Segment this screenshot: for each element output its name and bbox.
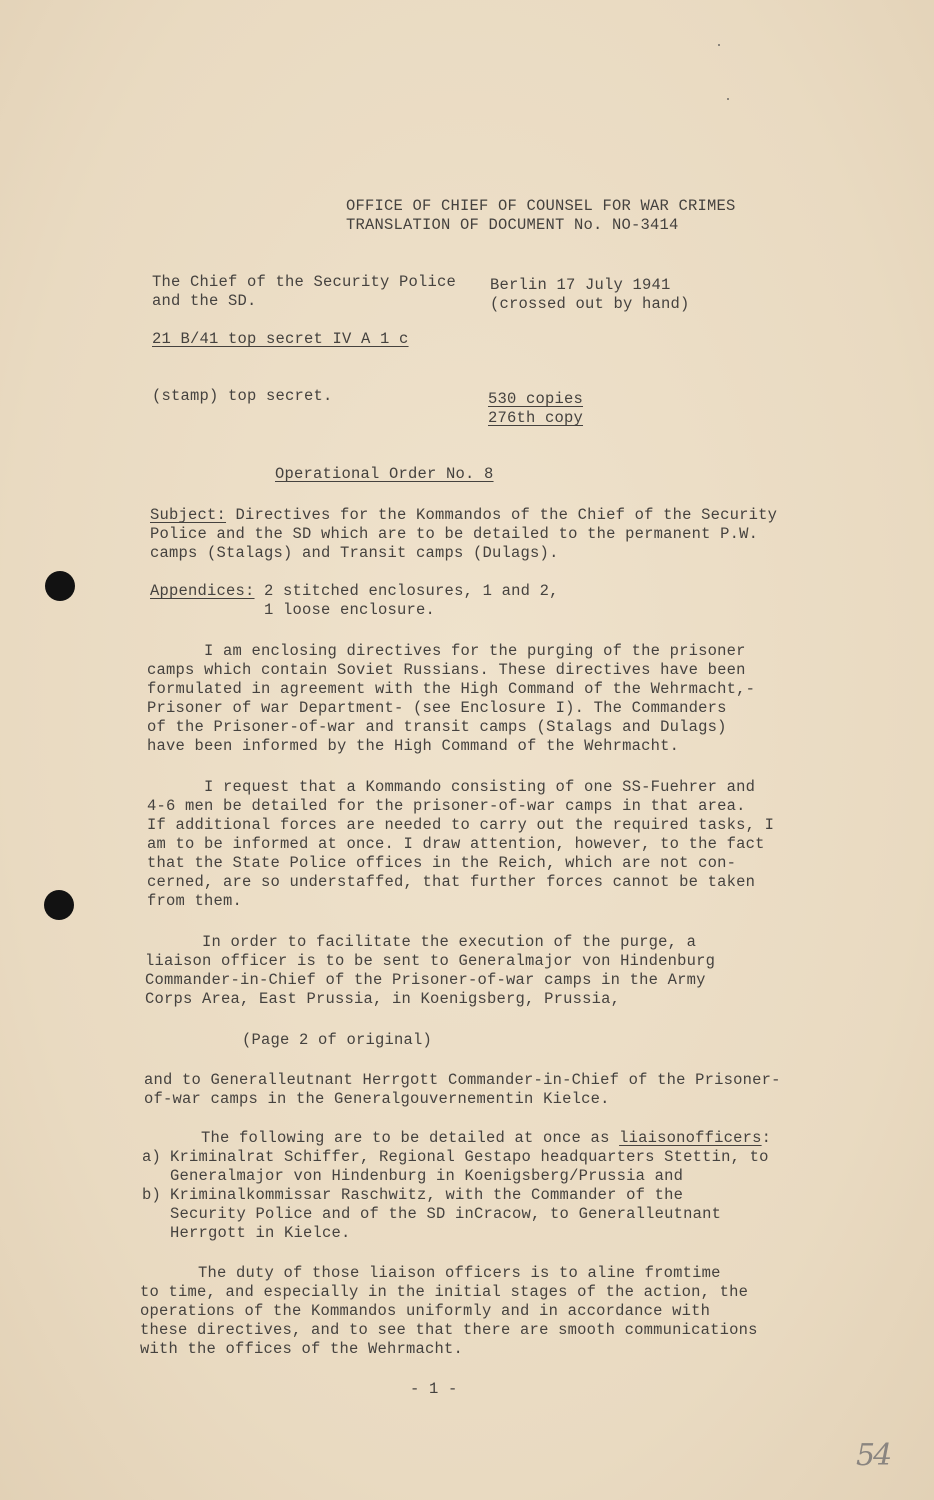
liaison-a-line-2: Generalmajor von Hindenburg in Koenigsberg/Prussia and — [170, 1167, 684, 1185]
para4-line: of-war camps in the Generalgouvernementin Kielce. — [144, 1090, 610, 1108]
para6-line: The duty of those liaison officers is to aline fromtime — [198, 1264, 721, 1282]
reference-number: 21 B/41 top secret IV A 1 c — [152, 330, 409, 348]
para6-line: operations of the Kommandos uniformly and in accordance with — [140, 1302, 711, 1320]
subject-label: Subject: — [150, 506, 227, 524]
copies-total: 530 copies — [488, 390, 584, 408]
liaison-b-label: b) — [142, 1186, 162, 1204]
para1-line: I am enclosing directives for the purging of the prisoner — [204, 642, 746, 660]
sender-line-2: and the SD. — [152, 292, 257, 310]
para6-line: to time, and especially in the initial stages of the action, the — [140, 1283, 749, 1301]
appendices-label: Appendices: — [150, 582, 255, 600]
para1-line: of the Prisoner-of-war and transit camps (Stalags and Dulags) — [147, 718, 727, 736]
liaison-a-line-1: Kriminalrat Schiffer, Regional Gestapo headquarters Stettin, to — [170, 1148, 769, 1166]
para2-line: am to be informed at once. I draw attention, however, to the fact — [147, 835, 765, 853]
para6-line: with the offices of the Wehrmacht. — [140, 1340, 464, 1358]
header-translation: TRANSLATION OF DOCUMENT No. NO-3414 — [346, 216, 679, 234]
para1-line: Prisoner of war Department- (see Enclosure I). The Commanders — [147, 699, 727, 717]
liaison-b-line-3: Herrgott in Kielce. — [170, 1224, 351, 1242]
para2-line: cerned, are so understaffed, that further forces cannot be taken — [147, 873, 756, 891]
liaison-intro-colon: : — [761, 1129, 772, 1147]
subject-line-3: camps (Stalags) and Transit camps (Dulags). — [150, 544, 559, 562]
header-office: OFFICE OF CHIEF OF COUNSEL FOR WAR CRIMES — [346, 197, 736, 215]
page-break-note: (Page 2 of original) — [242, 1031, 433, 1049]
para2-line: that the State Police offices in the Reich, which are not con- — [147, 854, 737, 872]
para2-line: from them. — [147, 892, 243, 910]
para2-line: If additional forces are needed to carry out the required tasks, I — [147, 816, 775, 834]
copy-number: 276th copy — [488, 409, 584, 427]
punch-hole-top — [45, 571, 75, 601]
para3-line: Commander-in-Chief of the Prisoner-of-war camps in the Army — [145, 971, 706, 989]
para1-line: camps which contain Soviet Russians. These directives have been — [147, 661, 746, 679]
date-line-2: (crossed out by hand) — [490, 295, 690, 313]
appendices-line-1 — [150, 581, 559, 601]
para3-line: liaison officer is to be sent to Generalmajor von Hindenburg — [145, 952, 716, 970]
subject-line-2: Police and the SD which are to be detailed to the permanent P.W. — [150, 525, 759, 543]
para2-line: I request that a Kommando consisting of one SS-Fuehrer and — [204, 778, 756, 796]
subject-text: Directives for the Kommandos of the Chief of the Security — [226, 506, 778, 524]
para2-line: 4-6 men be detailed for the prisoner-of-war camps in that area. — [147, 797, 746, 815]
para3-line: Corps Area, East Prussia, in Koenigsberg, Prussia, — [145, 990, 621, 1008]
liaison-intro — [201, 1128, 771, 1148]
page-number: - 1 - — [410, 1380, 458, 1398]
handwritten-page-mark: 54 — [856, 1438, 891, 1473]
sender-line-1: The Chief of the Security Police — [152, 273, 457, 291]
punch-hole-bottom — [44, 890, 74, 920]
classification-stamp: (stamp) top secret. — [152, 387, 333, 405]
liaison-term: liaisonofficers — [619, 1129, 762, 1147]
para1-line: have been informed by the High Command of the Wehrmacht. — [147, 737, 680, 755]
para3-line: In order to facilitate the execution of the purge, a — [202, 933, 697, 951]
appendices-line-2: 1 loose enclosure. — [264, 601, 436, 619]
liaison-b-line-1: Kriminalkommissar Raschwitz, with the Commander of the — [170, 1186, 684, 1204]
paper-speck — [727, 98, 729, 100]
liaison-intro-text: The following are to be detailed at once as — [201, 1129, 620, 1147]
para6-line: these directives, and to see that there are smooth communications — [140, 1321, 758, 1339]
paper-speck — [718, 44, 720, 46]
para1-line: formulated in agreement with the High Command of the Wehrmacht,- — [147, 680, 756, 698]
subject-line-1 — [150, 505, 777, 525]
date-line-1: Berlin 17 July 1941 — [490, 276, 671, 294]
document-title: Operational Order No. 8 — [275, 465, 494, 483]
liaison-a-label: a) — [142, 1148, 162, 1166]
appendices-text: 2 stitched enclosures, 1 and 2, — [254, 582, 559, 600]
liaison-b-line-2: Security Police and of the SD inCracow, to Generalleutnant — [170, 1205, 722, 1223]
para4-line: and to Generalleutnant Herrgott Commander-in-Chief of the Prisoner- — [144, 1071, 781, 1089]
